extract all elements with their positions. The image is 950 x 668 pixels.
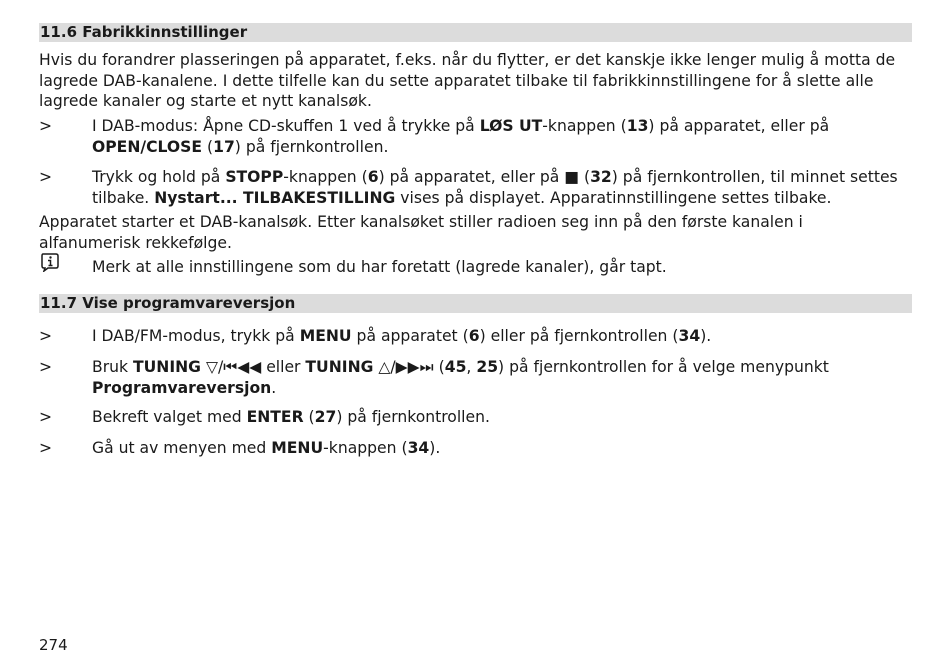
step-text: I DAB/FM-modus, trykk på MENU på apparatet (6) eller på fjernkontrollen (34). xyxy=(92,327,712,345)
bullet-arrow: > xyxy=(39,327,53,345)
tuning-up-icon: △/▶▶⏭ xyxy=(373,358,434,376)
bullet-arrow: > xyxy=(39,358,53,376)
bullet-arrow: > xyxy=(39,117,53,135)
after-paragraph: Apparatet starter et DAB-kanalsøk. Etter kanalsøket stiller radioen seg inn på den første kanalen i alfanumerisk rekkefølge. xyxy=(39,213,803,252)
step-text: Bruk TUNING ▽/⏮◀◀ eller TUNING △/▶▶⏭ (45, 25) på fjernkontrollen for å velge menypunkt Programvareversjon. xyxy=(92,358,829,397)
manual-page xyxy=(39,0,912,668)
bullet-arrow: > xyxy=(39,168,53,186)
page-number: 274 xyxy=(39,636,68,654)
section-heading-11-6: 11.6 Fabrikkinnstillinger xyxy=(39,23,912,42)
tuning-down-icon: ▽/⏮◀◀ xyxy=(201,358,262,376)
info-note-icon xyxy=(40,252,60,272)
bullet-arrow: > xyxy=(39,408,53,426)
note-text: Merk at alle innstillingene som du har foretatt (lagrede kanaler), går tapt. xyxy=(92,258,667,276)
step-text: Gå ut av menyen med MENU-knappen (34). xyxy=(92,439,441,457)
section-heading-11-7: 11.7 Vise programvareversjon xyxy=(39,294,912,313)
step-text: Trykk og hold på STOPP-knappen (6) på apparatet, eller på ■ (32) på fjernkontrollen, til minnet settes tilbake. Nystart... TILBAKESTILLING vises på displayet. Apparatinnstillingene settes tilbake. xyxy=(92,168,898,207)
step-text: I DAB-modus: Åpne CD-skuffen 1 ved å trykke på LØS UT-knappen (13) på apparatet, eller på OPEN/CLOSE (17) på fjernkontrollen. xyxy=(92,117,830,156)
stop-icon: ■ xyxy=(564,168,580,186)
bullet-arrow: > xyxy=(39,439,53,457)
step-text: Bekreft valget med ENTER (27) på fjernkontrollen. xyxy=(92,408,490,426)
intro-paragraph: Hvis du forandrer plasseringen på apparatet, f.eks. når du flytter, er det kanskje ikke lenger mulig å motta de lagrede DAB-kanalene. I dette tilfelle kan du sette apparatet tilbake til fabrikkinnstillingene for å slette alle lagrede kanaler og starte et nytt kanalsøk. xyxy=(39,51,896,110)
